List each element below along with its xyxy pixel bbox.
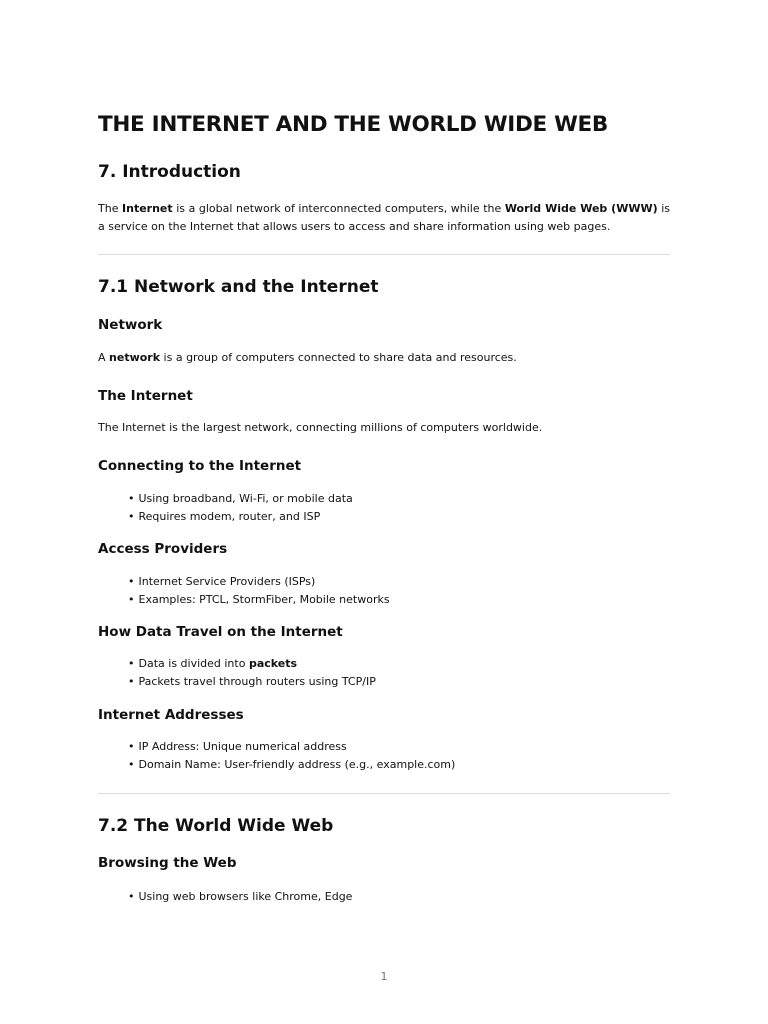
- internet-paragraph: The Internet is the largest network, connecting millions of computers worldwide.: [98, 421, 543, 434]
- list-item: • Packets travel through routers using TCP/IP: [128, 673, 376, 691]
- data-travel-list: [128, 655, 376, 691]
- subheading-access-providers: Access Providers: [98, 541, 228, 557]
- section-divider: [98, 254, 670, 255]
- browsing-list: [128, 888, 352, 906]
- subheading-connecting: Connecting to the Internet: [98, 458, 302, 474]
- network-text-2: is a group of computers connected to share data and resources.: [160, 351, 517, 364]
- list-item: • IP Address: Unique numerical address: [128, 738, 455, 756]
- subheading-data-travel: How Data Travel on the Internet: [98, 624, 343, 640]
- section-heading-introduction: 7. Introduction: [98, 162, 241, 182]
- list-item: • Using web browsers like Chrome, Edge: [128, 888, 352, 906]
- connecting-list: [128, 490, 353, 526]
- intro-text-3: is a service on the Internet that allows users to access and share information using web pages.: [98, 202, 670, 233]
- list-item: • Examples: PTCL, StormFiber, Mobile networks: [128, 591, 390, 609]
- list-item: • Requires modem, router, and ISP: [128, 508, 353, 526]
- network-text-1: A: [98, 351, 110, 364]
- intro-bold-www: World Wide Web (WWW): [504, 202, 658, 215]
- subheading-browsing: Browsing the Web: [98, 855, 237, 871]
- network-paragraph: [98, 349, 517, 367]
- intro-paragraph: [98, 200, 670, 235]
- list-item: [128, 655, 376, 673]
- network-bold: network: [109, 351, 161, 364]
- intro-text-2: is a global network of interconnected computers, while the: [172, 202, 505, 215]
- document-title: THE INTERNET AND THE WORLD WIDE WEB: [98, 112, 608, 137]
- subheading-the-internet: The Internet: [98, 388, 193, 404]
- page-number: 1: [380, 970, 388, 983]
- intro-text-1: The: [98, 202, 123, 215]
- list-item: • Internet Service Providers (ISPs): [128, 573, 390, 591]
- section-heading-world-wide-web: 7.2 The World Wide Web: [98, 816, 334, 836]
- intro-bold-internet: Internet: [122, 202, 173, 215]
- subheading-network: Network: [98, 317, 163, 333]
- internet-addresses-list: [128, 738, 455, 774]
- list-item: • Domain Name: User-friendly address (e.g., example.com): [128, 756, 455, 774]
- subheading-internet-addresses: Internet Addresses: [98, 707, 244, 723]
- section-heading-network-internet: 7.1 Network and the Internet: [98, 277, 379, 297]
- list-item: • Using broadband, Wi-Fi, or mobile data: [128, 490, 353, 508]
- bold-packets: packets: [248, 657, 298, 670]
- list-item-text: Data is divided into: [138, 657, 249, 670]
- section-divider: [98, 793, 670, 794]
- access-providers-list: [128, 573, 390, 609]
